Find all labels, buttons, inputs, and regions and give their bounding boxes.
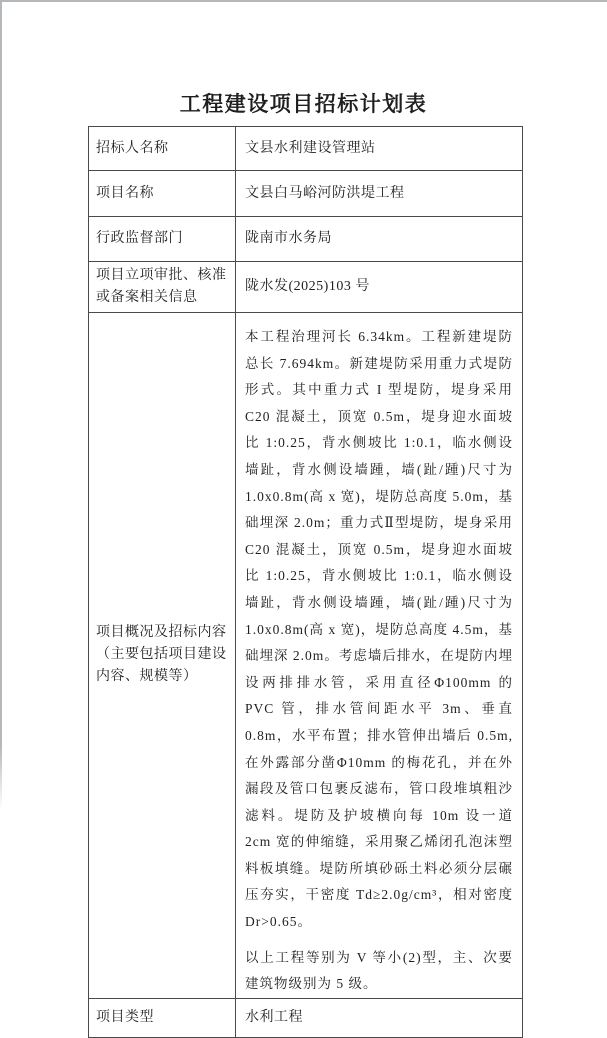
bidding-plan-table	[88, 126, 523, 1038]
table-row-project-type	[89, 998, 523, 1037]
table-row-project-name	[89, 171, 523, 217]
row-value-bidder-name: 文县水利建设管理站	[236, 127, 523, 171]
table-row-bidder-name	[89, 127, 523, 171]
row-label-project-type: 项目类型	[89, 998, 236, 1037]
row-label-project-name: 项目名称	[89, 171, 236, 217]
scan-edge-top	[0, 0, 607, 2]
row-label-supervision-department: 行政监督部门	[89, 217, 236, 262]
project-grade-paragraph: 以上工程等别为 V 等小(2)型，主、次要建筑物级别为 5 级。	[245, 949, 513, 992]
scan-edge-left	[0, 0, 2, 810]
row-value-project-overview	[236, 313, 523, 999]
row-label-project-overview: 项目概况及招标内容（主要包括项目建设内容、规模等）	[89, 313, 236, 999]
page-title: 工程建设项目招标计划表	[179, 92, 428, 116]
project-overview-paragraph: 本工程治理河长 6.34km。工程新建堤防总长 7.694km。新建堤防采用重力式堤防形式。其中重力式 I 型堤防，堤身采用 C20 混凝土，顶宽 0.5m，堤身迎水面坡比 1:0.25，背水侧坡比 1:0.1，临水侧设墙趾，背水侧设墙踵，墙(趾/踵)尺寸为 1.0x0.8m(高 x 宽)，堤防总高度 5.0m，基础埋深 2.0m；重力式Ⅱ型堤防，堤身采用 C20 混凝土，顶宽 0.5m，堤身迎水面坡比 1:0.25，背水侧坡比 1:0.1，临水侧设墙趾，背水侧设墙踵，墙(趾/踵)尺寸为 1.0x0.8m(高 x 宽)，堤防总高度 4.5m，基础埋深 2.0m。考虑墙后排水，在堤防内埋设两排排水管，采用直径Φ100mm 的 PVC 管，排水管间距水平 3m、垂直 0.8m，水平布置；排水管伸出墙后 0.5m,在外露部分凿Φ10mm 的梅花孔，并在外漏段及管口包裹反滤布，管口段堆填粗沙滤料。堤防及护坡横向每 10m 设一道 2cm 宽的伸缩缝，采用聚乙烯闭孔泡沫塑料板填缝。堤防所填砂砾土料必须分层碾压夯实，干密度 Td≥2.0g/cm³，相对密度 Dr>0.65。	[245, 329, 513, 930]
table-row-approval-info	[89, 262, 523, 313]
row-value-supervision-department: 陇南市水务局	[236, 217, 523, 262]
row-label-approval-info: 项目立项审批、核准或备案相关信息	[89, 262, 236, 313]
row-label-bidder-name: 招标人名称	[89, 127, 236, 171]
row-value-project-name: 文县白马峪河防洪堤工程	[236, 171, 523, 217]
row-value-project-type: 水利工程	[236, 998, 523, 1037]
row-value-approval-info: 陇水发(2025)103 号	[236, 262, 523, 313]
table-row-project-overview	[89, 313, 523, 999]
table-row-supervision-department	[89, 217, 523, 262]
